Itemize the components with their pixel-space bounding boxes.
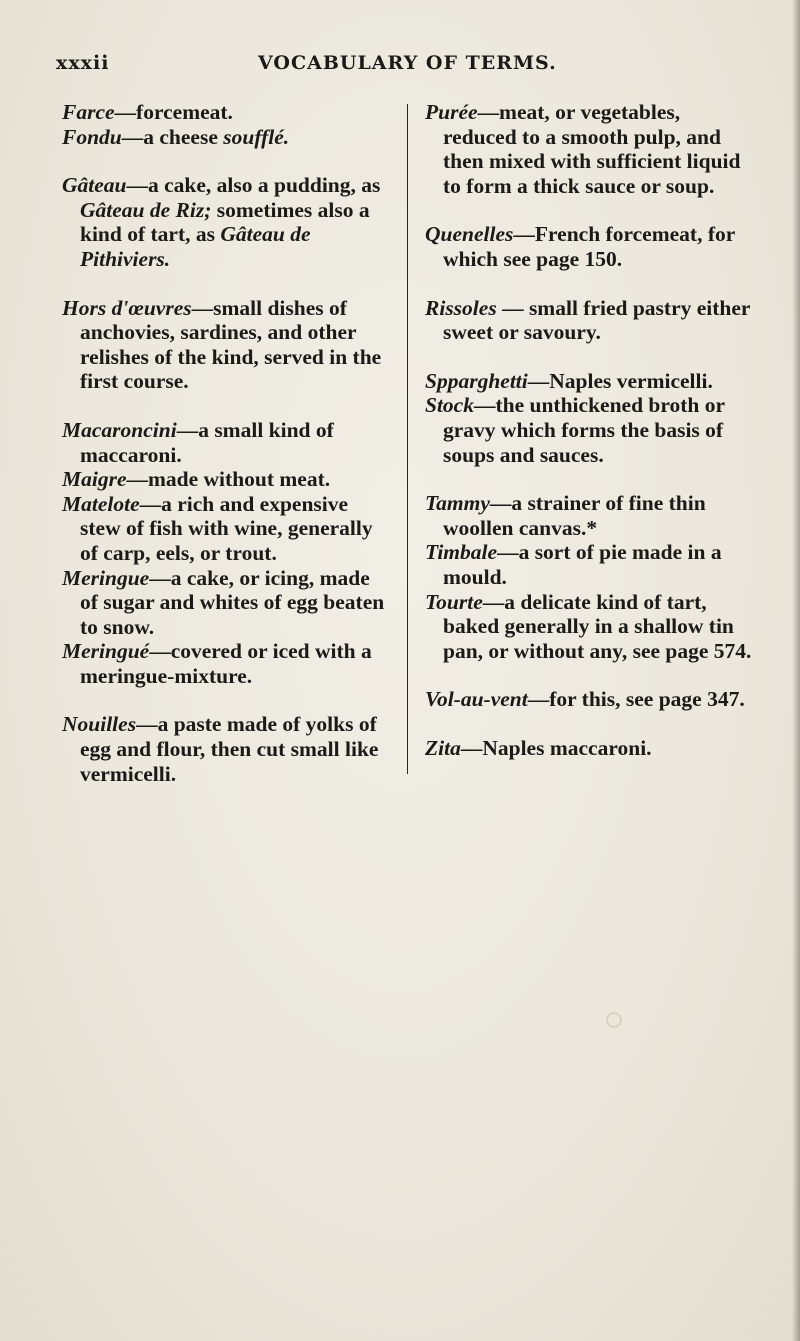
vocab-entry-matelote [62,492,390,566]
vocab-entry-tourte [425,590,755,664]
term: Gâteau [62,173,127,198]
definition: —a cake, also a pudding, as [126,173,381,198]
term: Timbale [425,540,498,565]
vocab-entry-hors-doeuvres [62,296,390,394]
definition: —made without meat. [126,467,331,492]
vocab-entry-vol-au-vent [425,687,755,712]
definition: —a sort of pie made in a mould. [443,540,722,589]
definition: —a small kind of maccaroni. [80,417,334,467]
term: Purée [425,100,478,124]
definition: —a delicate kind of tart, baked generally in a shallow tin pan, or without any, see page 574. [443,589,752,663]
definition: —covered or iced with a meringue-mixture. [80,639,372,688]
term: Matelote [62,491,140,516]
definition: —a paste made of yolks of egg and flour, then cut small like vermicelli. [80,712,379,786]
definition-tail: sometimes also a kind of tart, as [80,197,370,247]
term: Quenelles [425,222,514,247]
definition: — small fried pastry either sweet or savoury. [443,295,751,345]
term: Tammy [425,491,490,516]
vocab-entry-timbale [425,540,755,589]
definition: —a rich and expensive stew of fish with wine, generally of carp, eels, or trout. [80,491,373,565]
vocab-entry-maigre [62,467,390,492]
definition: —Naples maccaroni. [460,735,652,760]
definition: —French forcemeat, for which see page 150. [443,222,735,271]
page-edge-shadow [792,0,800,1341]
definition: —meat, or vegetables, reduced to a smooth pulp, and then mixed with sufficient liquid to form a thick sauce or soup. [443,100,741,198]
vocab-entry-sparghetti [425,369,755,394]
definition: —small dishes of anchovies, sardines, and other relishes of the kind, served in the first course. [80,295,382,394]
vocab-entry-meringue-covered [62,639,390,688]
definition: —Naples vermicelli. [527,368,713,393]
vocab-entry-quenelles [425,222,755,271]
running-head: VOCABULARY OF TERMS. [258,52,557,74]
definition: —for this, see page 347. [527,687,745,712]
definition-emphasis: Gâteau de Riz; [80,197,212,222]
page-number: xxxii [56,52,110,74]
left-column [62,100,390,786]
vocab-entry-farce [62,100,390,125]
vocab-entry-macaroncini [62,418,390,467]
term: Meringue [62,565,150,590]
vocab-entry-rissoles [425,296,755,345]
vocab-entry-stock [425,393,755,467]
definition: —forcemeat. [114,100,233,124]
vocab-entry-fondu [62,125,390,150]
term: Tourte [425,589,483,614]
vocab-entry-gateau [62,173,390,271]
term: Rissoles [425,295,497,320]
term: Hors d'œuvres [62,295,192,320]
term: Stock [425,393,474,418]
term: Fondu [62,124,122,149]
definition: —the unthickened broth or gravy which forms the basis of soups and sauces. [443,393,725,467]
term: Spparghetti [425,368,528,393]
vocab-entry-meringue [62,566,390,640]
vocab-entry-zita [425,736,755,761]
term: Zita [425,735,461,760]
term: Meringué [62,639,150,664]
definition: —a cake, or icing, made of sugar and whites of egg beaten to snow. [80,565,385,639]
term: Farce [62,100,115,124]
vocab-entry-nouilles [62,712,390,786]
column-divider [407,104,408,774]
term: Nouilles [62,712,137,737]
definition: —a cheese [121,124,224,149]
term: Macaroncini [62,417,177,442]
definition-emphasis: Gâteau de Pithiviers. [80,222,311,271]
definition: —a strainer of fine thin woollen canvas.* [443,491,706,540]
term: Maigre [62,467,127,492]
term: Vol-au-vent [425,687,528,712]
definition-emphasis: soufflé. [223,124,290,149]
paper-blemish [606,1012,622,1028]
vocab-entry-tammy [425,491,755,540]
vocab-entry-puree [425,100,755,198]
right-column [425,100,755,760]
page-header [56,52,746,82]
